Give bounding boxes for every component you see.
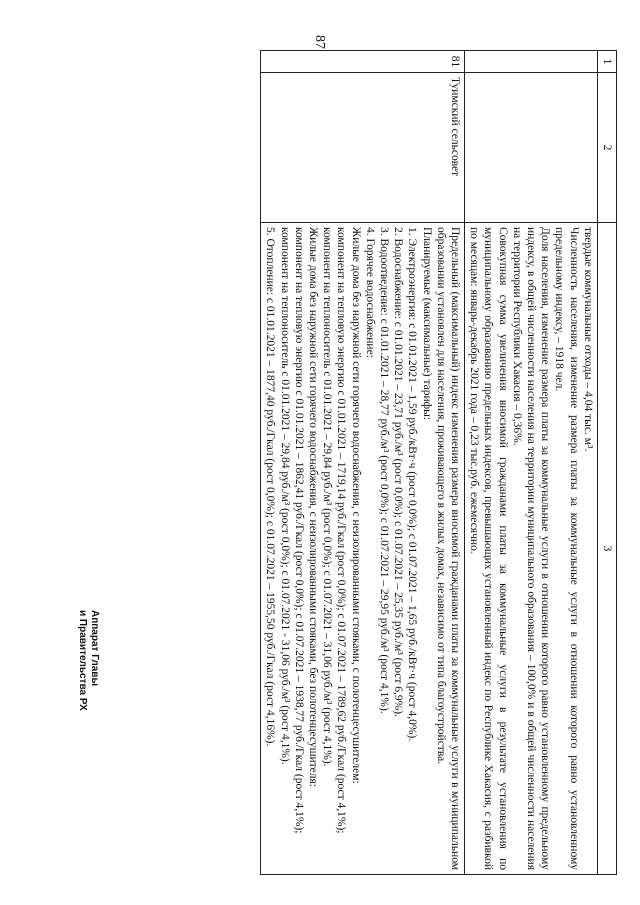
text-line: компонент на теплоноситель с 01.01.2021 – 29,84 руб./м³ (рост 0,0%); с 01.07.2021 – 31,06 руб./м³ (рост 4,1%).	[321, 227, 334, 767]
text-line: твердые коммунальные отходы – 4,04 тыс. м³.	[581, 227, 594, 452]
text-line: компонент на тепловую энергию с 01.01.2021 – 1862,41 руб./Гкал (рост 0,0%); с 01.07.2021 – 1938,77 руб./Гкал (рост 4,1%);	[292, 227, 305, 834]
tariff-text-cell	[261, 223, 465, 875]
continuation-name-cell	[464, 73, 597, 223]
text-line: 4. Горячее водоснабжение:	[363, 227, 376, 358]
page-number: 87	[312, 35, 327, 49]
table-header-row	[597, 51, 616, 875]
header-col-1: 1	[597, 51, 616, 73]
header-col-2: 2	[597, 73, 616, 223]
municipality-name: Туимский сельсовет	[261, 73, 465, 223]
office-stamp	[76, 610, 100, 711]
continuation-row	[464, 51, 597, 875]
continuation-number-cell	[464, 51, 597, 73]
table-row	[261, 51, 465, 875]
text-line: Планируемые (максимальные) тарифы:	[420, 227, 433, 421]
text-line: Совокупная сумма увеличения вносимой гражданами платы за коммунальные услуги в результате установления по муниципальному образованию предельных индексов, превышающих установленный индекс по Республике Хакасия, с разбивкой по месяцам: январь-декабрь 2021 года – 0,23 тыс.руб. ежемесячно.	[468, 227, 509, 870]
text-line: 1. Электроэнергия: с 01.01.2021 – 1,59 руб./кВт·ч (рост 0,0%); с 01.07.2021 – 1,65 руб./кВт·ч (рост 4,0%).	[406, 227, 419, 742]
continuation-text-cell	[464, 223, 597, 875]
tariff-table	[260, 50, 617, 875]
text-line: 5. Отопление: с 01.01.2021 – 1877,40 руб./Гкал (рост 0,0%); с 01.07.2021 – 1955,50 руб./Гкал (рост 4,16%).	[264, 227, 277, 747]
text-line: компонент на тепловую энергию с 01.01.2021 – 1719,14 руб./Гкал (рост 0,0%); с 01.07.2021 – 1789,62 руб./Гкал (рост 4,1%);	[335, 227, 348, 834]
text-line: Жилые дома без наружной сети горячего водоснабжения, с неизолированными стояками, без полотенцесушителя:	[306, 227, 319, 787]
stamp-line-1: Аппарат Главы	[89, 610, 100, 686]
text-line: 3. Водоотведение: с 01.01.2021 – 28,77 руб./м³ (рост 0,0%); с 01.07.2021 – 29,95 руб./м³ (рост 4,1%).	[377, 227, 390, 714]
row-number: 81	[261, 51, 465, 73]
stamp-line-2: и Правительства РХ	[77, 610, 88, 711]
text-line: Предельный (максимальный) индекс изменения размера вносимой гражданами платы за коммунальные услуги в муниципальном образовании установлен для населения, проживающего в жилых домах, независимо от типа благоустройства.	[434, 227, 461, 870]
text-line: Численность населения, изменение размера платы за коммунальные услуги в отношении которого равно установленному предельному индексу, – 1918 чел.	[553, 227, 580, 870]
text-line: компонент на теплоноситель с 01.01.2021 – 29,84 руб./м³ (рост 0,0%); с 01.07.2021 - 31,06 руб./м³ (рост 4,1%).	[278, 227, 291, 765]
header-col-3: 3	[597, 223, 616, 875]
text-line: Жилые дома без наружной сети горячего водоснабжения, с неизолированными стояками, с полотенцесушителем:	[349, 227, 362, 784]
text-line: 2. Водоснабжение: с 01.01.2021 – 23,71 руб./м³ (рост 0,0%); с 01.07.2021 – 25,35 руб./м³ (рост 6,9%).	[392, 227, 405, 717]
text-line: Доля населения, изменение размера платы за коммунальные услуги в отношении которого равно установленному предельному индексу, в общей численности населения на территории муниципального образования – 100,0% и в общей численности населения на территории Республики Хакасия – 0,36%.	[510, 227, 552, 870]
